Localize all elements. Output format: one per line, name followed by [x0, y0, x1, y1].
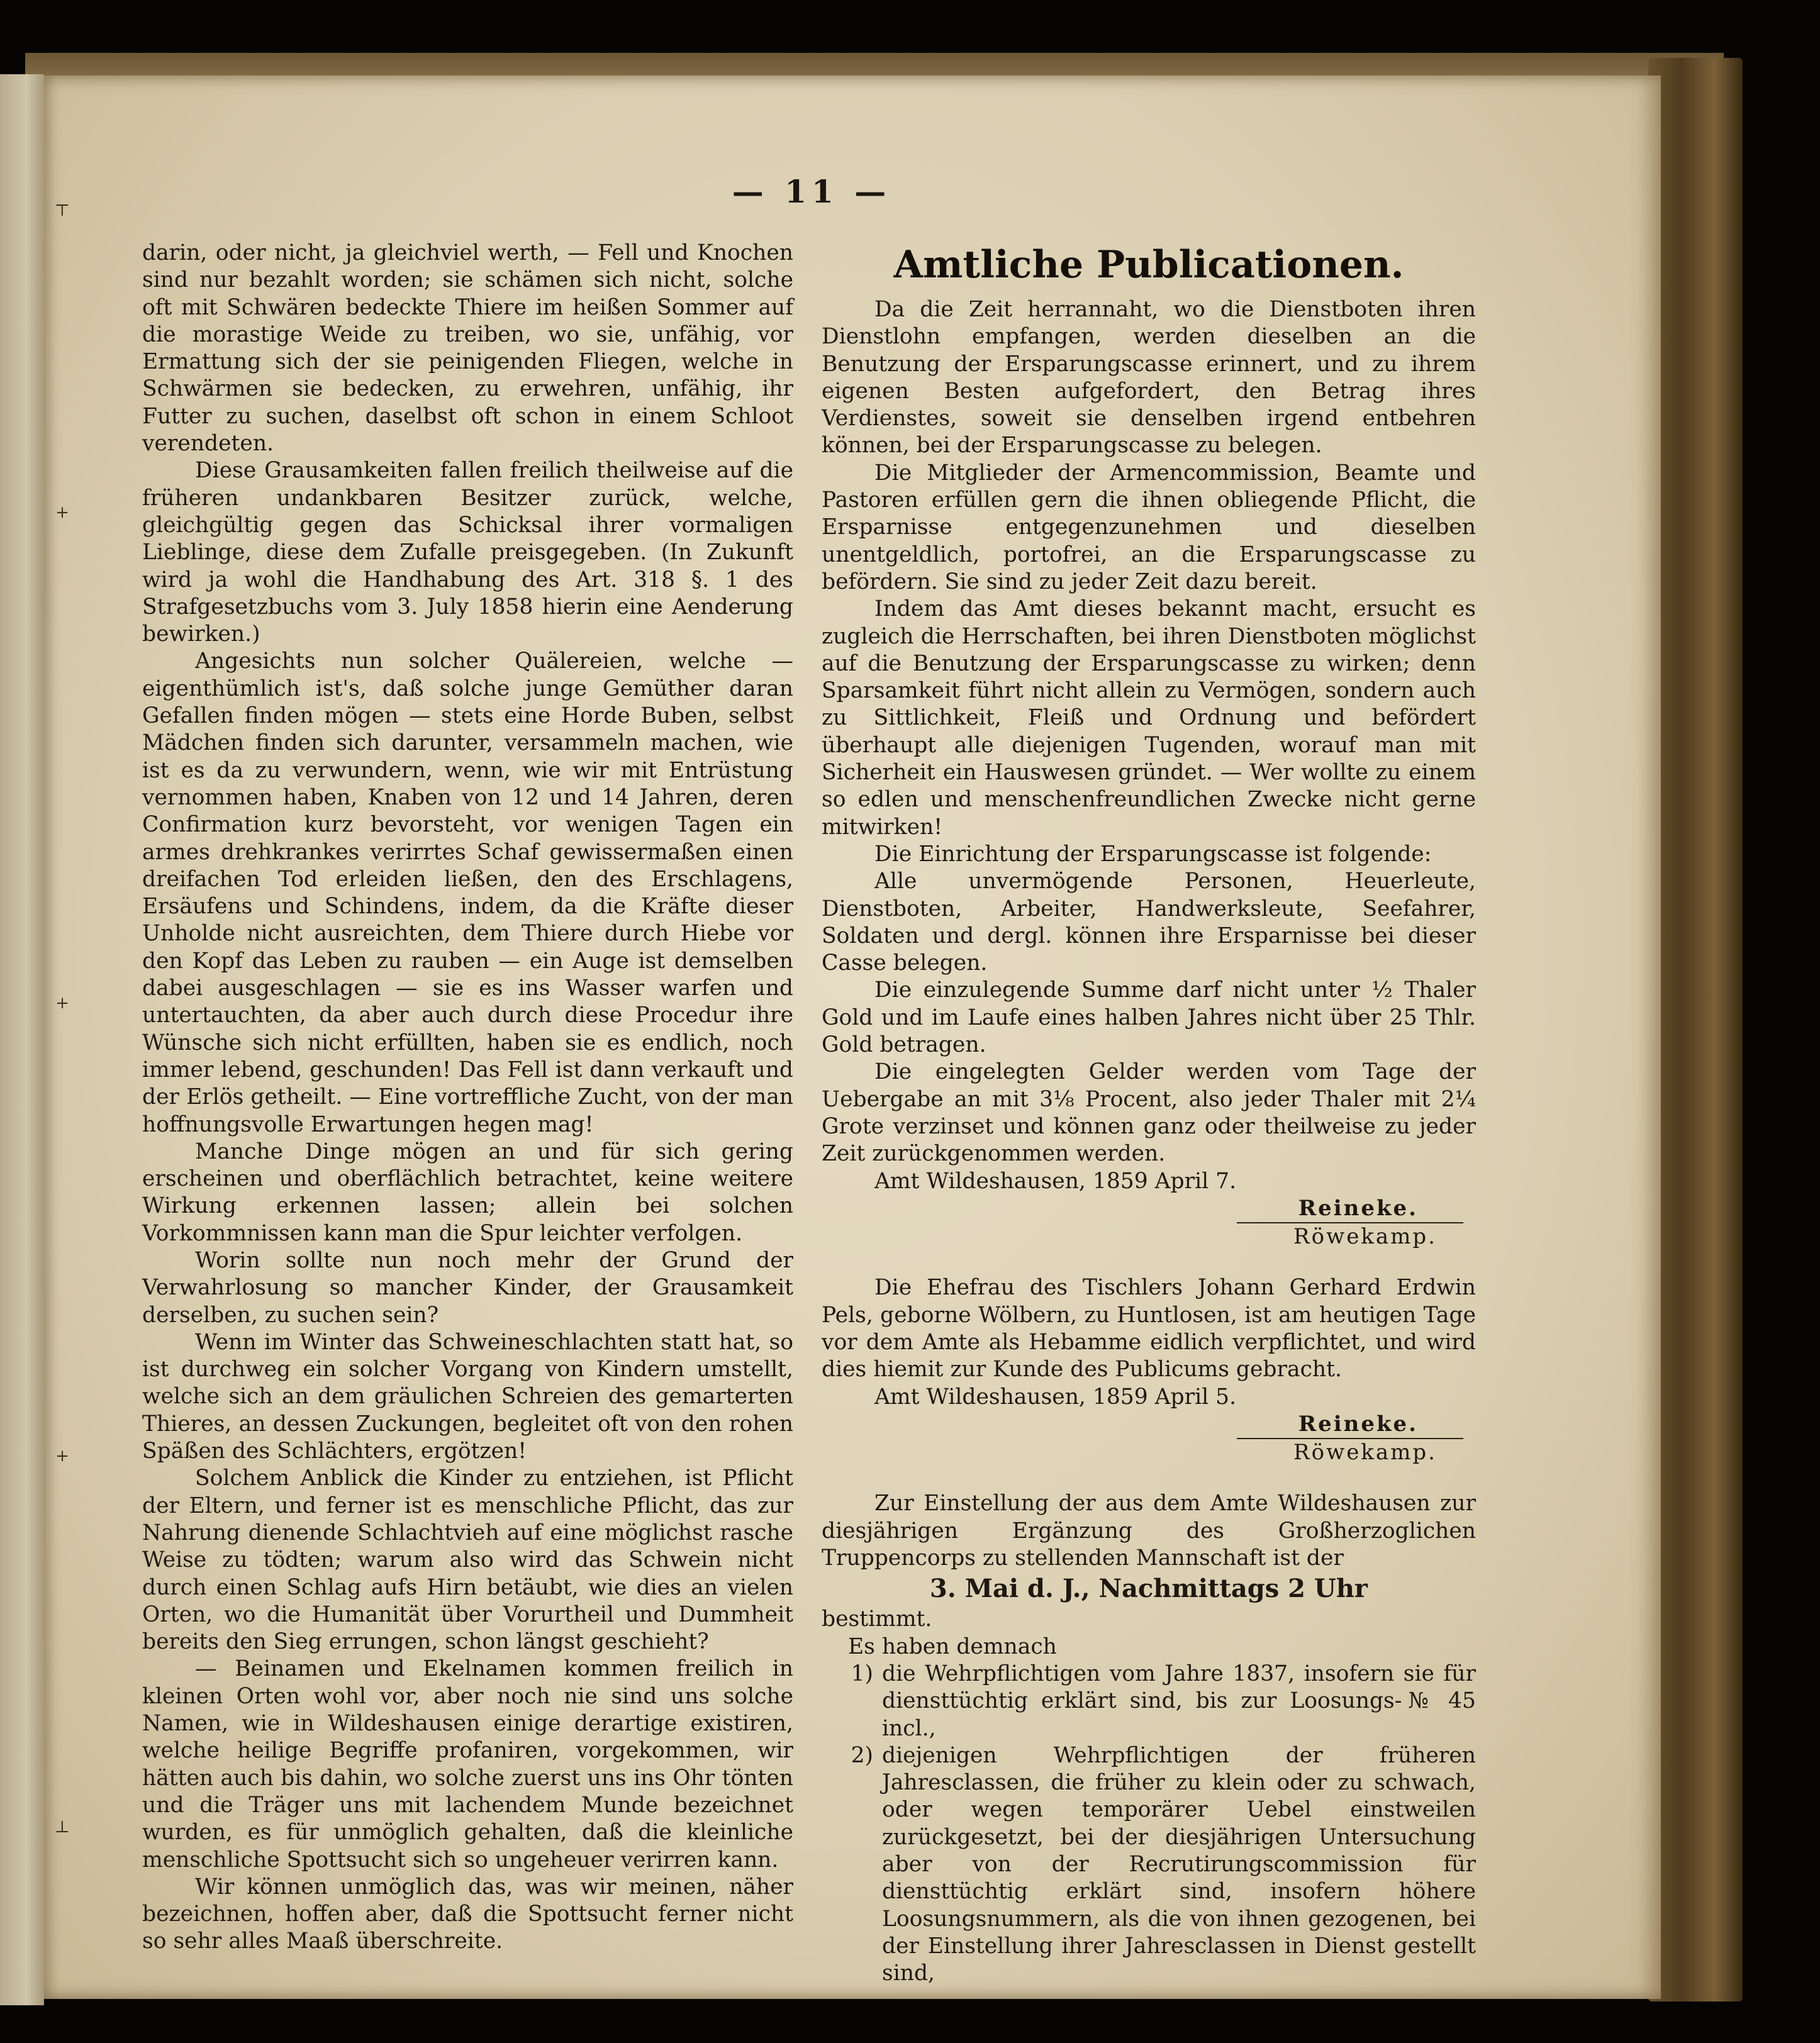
margin-tick-mark: ⊥ — [54, 1818, 70, 1837]
list-text: die Wehrpflichtigen vom Jahre 1837, insofern sie für diensttüchtig erklärt sind, bis zur Loosungs-№ 45 incl., — [882, 1661, 1476, 1741]
paragraph: Wenn im Winter das Schweineschlachten statt hat, so ist durchweg ein solcher Vorgang von Kindern umstellt, welche sich an dem gräulichen Schreien des gemarterten Thieres, an dessen Zuckungen, begleitet oft von den rohen Späßen des Schlächters, ergötzen! — [142, 1329, 793, 1464]
right-column — [822, 240, 1476, 1988]
margin-tick-mark: + — [55, 994, 69, 1013]
spacer — [822, 1250, 1476, 1274]
paragraph: Indem das Amt dieses bekannt macht, ersucht es zugleich die Herrschaften, bei ihren Dienstboten möglichst auf die Benutzung der Ersparungscasse zu wirken; denn Sparsamkeit führt nicht allein zu Vermögen, sondern auch zu Sittlichkeit, Fleiß und Ordnung und befördert überhaupt alle diejenigen Tugenden, worauf man mit Sicherheit ein Hauswesen gründet. — Wer wollte zu einem so edlen und menschenfreundlichen Zwecke nicht gerne mitwirken! — [822, 596, 1476, 840]
signature: Reineke. — [1298, 1411, 1418, 1437]
margin-tick-mark: + — [55, 1447, 69, 1466]
margin-tick-mark: ⊤ — [54, 201, 70, 220]
recruitment-notice — [822, 1490, 1476, 1987]
dateline: Amt Wildeshausen, 1859 April 7. — [874, 1168, 1237, 1194]
midwife-notice — [822, 1274, 1476, 1466]
left-column — [142, 240, 793, 1956]
paragraph: Worin sollte nun noch mehr der Grund der Verwahrlosung so mancher Kinder, der Grausamkeit derselben, zu suchen sein? — [142, 1247, 793, 1328]
paragraph: Da die Zeit herrannaht, wo die Dienstboten ihren Dienstlohn empfangen, werden dieselben an die Benutzung der Ersparungscasse erinnert, und zu ihrem eigenen Besten aufgefordert, den Betrag ihres Verdienstes, soweit sie denselben irgend entbehren können, bei der Ersparungscasse zu belegen. — [822, 297, 1476, 459]
paragraph: Die eingelegten Gelder werden vom Tage der Uebergabe an mit 3⅛ Procent, also jeder Thaler mit 2¼ Grote verzinset und können ganz oder theilweise zu jeder Zeit zurückgenommen werden. — [822, 1059, 1476, 1167]
list-number: 2) — [851, 1742, 873, 1768]
book-cover-edge — [1648, 58, 1743, 2001]
paragraph: Wir können unmöglich das, was wir meinen, näher bezeichnen, hoffen aber, daß die Spottsucht ferner nicht so sehr alles Maaß überschreite. — [142, 1874, 793, 1954]
paragraph: Zur Einstellung der aus dem Amte Wildeshausen zur diesjährigen Ergänzung des Großherzoglichen Truppencorps zu stellenden Mannschaft ist der — [822, 1491, 1476, 1571]
page-number: — 11 — — [732, 173, 891, 210]
list-text: diejenigen Wehrpflichtigen der früheren Jahresclassen, die früher zu klein oder zu schwach, oder wegen temporärer Uebel einstweilen zurückgesetzt, bei der diesjährigen Untersuchung aber von der Recrutirungscommission für diensttüchtig erklärt sind, insofern höhere Loosungsnummern, als die von ihnen gezogenen, bei der Einstellung ihrer Jahresclassen in Dienst gestellt sind, — [882, 1742, 1476, 1986]
paragraph: Die Ehefrau des Tischlers Johann Gerhard Erdwin Pels, geborne Wölbern, zu Huntlosen, ist am heutigen Tage vor dem Amte als Hebamme eidlich verpflichtet, und wird dies hiemit zur Kunde des Publicums gebracht. — [822, 1275, 1476, 1383]
signature: Reineke. — [1298, 1195, 1418, 1221]
savings-bank-notice — [822, 296, 1476, 1250]
paragraph: Es haben demnach — [848, 1634, 1057, 1659]
dateline: Amt Wildeshausen, 1859 April 5. — [874, 1384, 1237, 1410]
paragraph: Alle unvermögende Personen, Heuerleute, Dienstboten, Arbeiter, Handwerksleute, Seefahrer, Soldaten und dergl. können ihre Ersparnisse bei dieser Casse belegen. — [822, 869, 1476, 976]
section-title: Amtliche Publicationen. — [893, 243, 1404, 287]
paragraph: Diese Grausamkeiten fallen freilich theilweise auf die früheren undankbaren Besitzer zurück, welche, gleichgültig gegen das Schicksal ihrer vormaligen Lieblinge, diese dem Zufalle preisgegeben. (In Zukunft wird ja wohl die Handhabung des Art. 318 §. 1 des Strafgesetzbuchs vom 3. July 1858 hierin eine Aenderung bewirken.) — [142, 458, 793, 647]
paragraph: Die einzulegende Summe darf nicht unter ½ Thaler Gold und im Laufe eines halben Jahres nicht über 25 Thlr. Gold betragen. — [822, 977, 1476, 1058]
list-number: 1) — [851, 1661, 873, 1686]
paragraph: Angesichts nun solcher Quälereien, welche — eigenthümlich ist's, daß solche junge Gemüther daran Gefallen finden mögen — stets eine Horde Buben, selbst Mädchen finden sich darunter, versammeln machen, wie ist es da zu verwundern, wenn, wie wir mit Entrüstung vernommen haben, Knaben von 12 und 14 Jahren, deren Confirmation kurz bevorsteht, vor wenigen Tagen ein armes drehkrankes verirrtes Schaf gewissermaßen einen dreifachen Tod erleiden ließen, den des Erschlagens, Ersäufens und Schindens, indem, da die Kräfte dieser Unholde nicht ausreichten, dem Thiere durch Hiebe vor den Kopf das Leben zu rauben — ein Auge ist demselben dabei ausgeschlagen — sie es ins Wasser warfen und untertauchten, da aber auch durch diese Procedur ihre Wünsche sich nicht erfüllten, haben sie es endlich, noch immer lebend, geschunden! Das Fell ist dann verkauft und der Erlös getheilt. — Eine vortreffliche Zucht, von der man hoffnungsvolle Erwartungen hegen mag! — [142, 649, 793, 1137]
signature: Röwekamp. — [1293, 1440, 1437, 1466]
paragraph: Solchem Anblick die Kinder zu entziehen, ist Pflicht der Eltern, und ferner ist es menschliche Pflicht, das zur Nahrung dienende Schlachtvieh auf eine möglichst rasche Weise zu tödten; warum also wird das Schwein nicht durch einen Schlag aufs Hirn betäubt, wie dies an vielen Orten, wo die Humanität über Vorurtheil und Dummheit bereits den Sieg errungen, schon längst geschieht? — [142, 1466, 793, 1655]
paragraph: Manche Dinge mögen an und für sich gering erscheinen und oberflächlich betrachtet, keine weitere Wirkung erkennen lassen; allein bei solchen Vorkommnissen kann man die Spur leichter verfolgen. — [142, 1138, 793, 1246]
list-item — [822, 1742, 1476, 1988]
spacer — [822, 1466, 1476, 1490]
paragraph: darin, oder nicht, ja gleichviel werth, — Fell und Knochen sind nur bezahlt worden; sie schämen sich nicht, solche oft mit Schwären bedeckte Thiere im heißen Sommer auf die morastige Weide zu treiben, wo sie, unfähig, vor Ermattung sich der sie peinigenden Fliegen, welche in Schwärmen sie bedecken, zu erwehren, unfähig, ihr Futter zu suchen, daselbst oft schon in einem Schloot verendeten. — [142, 240, 793, 457]
previous-page-edge — [0, 74, 44, 2005]
paragraph: bestimmt. — [822, 1606, 932, 1632]
paragraph: — Beinamen und Ekelnamen kommen freilich in kleinen Orten wohl vor, aber noch nie sind uns solche Namen, wie in Wildeshausen einige derartige existiren, welche heilige Begriffe profaniren, vorgekommen, wir hätten auch bis dahin, wo solche zuerst uns ins Ohr tönten und die Träger uns mit lachendem Munde bezeichnet wurden, es für unmöglich gehalten, daß die kleinliche menschliche Spottsucht sich so ungeheuer verirren kann. — [142, 1656, 793, 1873]
paragraph: Die Mitglieder der Armencommission, Beamte und Pastoren erfüllen gern die ihnen obliegende Pflicht, die Ersparnisse entgegenzunehmen und dieselben unentgeldlich, portofrei, an die Ersparungscasse zu befördern. Sie sind zu jeder Zeit dazu bereit. — [822, 460, 1476, 594]
paragraph: Die Einrichtung der Ersparungscasse ist folgende: — [874, 841, 1432, 867]
margin-tick-mark: + — [55, 503, 69, 522]
signature: Röwekamp. — [1293, 1224, 1437, 1250]
assembly-date: 3. Mai d. J., Nachmittags 2 Uhr — [930, 1574, 1368, 1604]
list-item — [822, 1661, 1476, 1742]
